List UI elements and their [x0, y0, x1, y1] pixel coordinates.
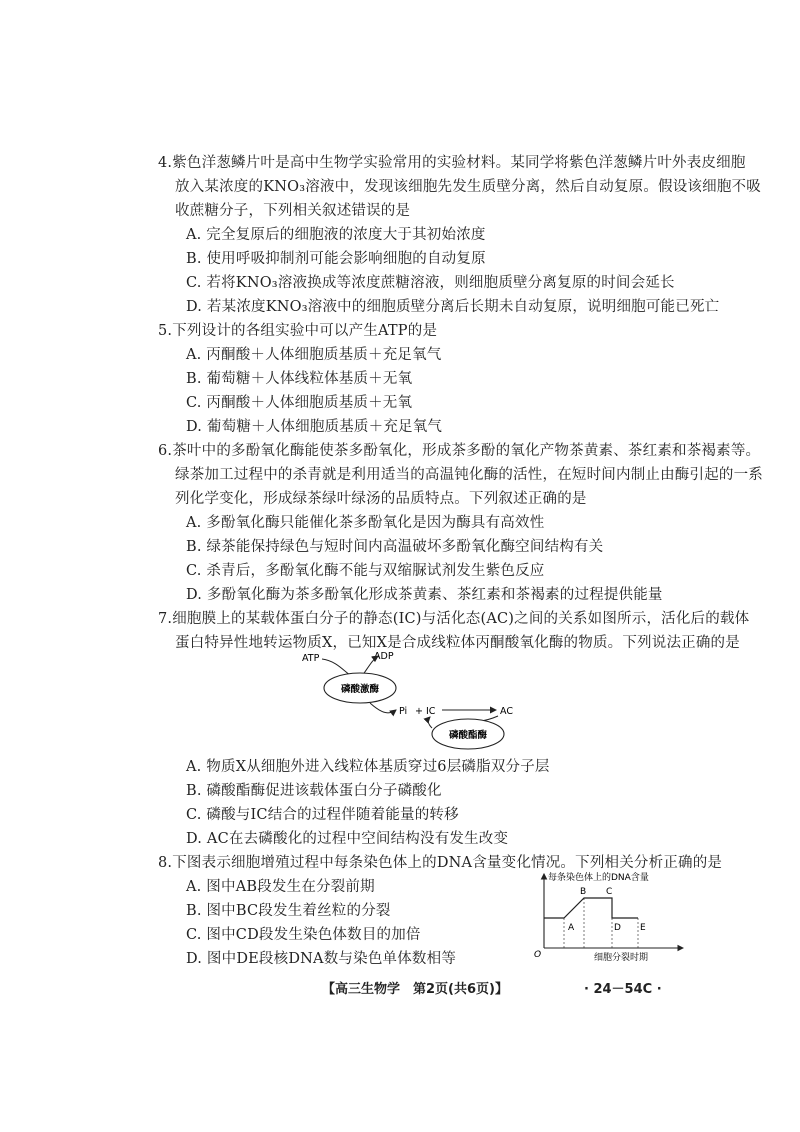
q8-stem: 8.下图表示细胞增殖过程中每条染色体上的DNA含量变化情况。下列相关分析正确的是 [158, 855, 723, 871]
q7-option-c: C. 磷酸与IC结合的过程伴随着能量的转移 [186, 807, 459, 823]
phosphatase-label: 磷酸酯酶 [448, 730, 488, 741]
q6-option-d: D. 多酚氧化酶为茶多酚氧化形成茶黄素、茶红素和茶褐素的过程提供能量 [186, 587, 663, 603]
origin-label: O [534, 950, 542, 960]
y-axis-label: 每条染色体上的DNA含量 [548, 873, 649, 883]
dna-curve [544, 898, 638, 918]
q4-stem-line-2: 放入某浓度的KNO₃溶液中，发现该细胞先发生质壁分离，然后自动复原。假设该细胞不吸 [175, 179, 761, 195]
x-axis-label: 细胞分裂时期 [594, 953, 649, 963]
q4-stem-line-3: 收蔗糖分子，下列相关叙述错误的是 [175, 203, 411, 219]
point-e-label: E [640, 923, 646, 933]
kinase-to-pi-arrow [370, 703, 396, 713]
footer-code: · 24－54C · [584, 982, 662, 997]
q7-option-a: A. 物质X从细胞外进入线粒体基质穿过6层磷脂双分子层 [186, 759, 550, 775]
dna-content-graph [528, 868, 688, 963]
q5-option-b: B. 葡萄糖＋人体线粒体基质＋无氧 [186, 371, 413, 387]
q4-option-a: A. 完全复原后的细胞液的浓度大于其初始浓度 [186, 227, 486, 243]
ic-label: IC [426, 706, 436, 717]
q5-stem: 5.下列设计的各组实验中可以产生ATP的是 [158, 323, 438, 339]
q8-option-a: A. 图中AB段发生在分裂前期 [186, 879, 375, 895]
point-a-label: A [568, 923, 575, 933]
phosphatase-to-ic-arrow [428, 717, 432, 728]
footer-page-info: 【高三生物学 第2页(共6页)】 [322, 982, 508, 997]
q5-option-c: C. 丙酮酸＋人体细胞质基质＋无氧 [186, 395, 413, 411]
q8-option-d: D. 图中DE段核DNA数与染色单体数相等 [186, 951, 457, 967]
kinase-label: 磷酸激酶 [340, 684, 380, 695]
q4-option-b: B. 使用呼吸抑制剂可能会影响细胞的自动复原 [186, 251, 486, 267]
q7-option-d: D. AC在去磷酸化的过程中空间结构没有发生改变 [186, 831, 509, 847]
atp-label: ATP [302, 653, 320, 664]
q4-stem-line-1: 4.紫色洋葱鳞片叶是高中生物学实验常用的实验材料。某同学将紫色洋葱鳞片叶外表皮细胞 [158, 155, 746, 171]
adp-label: ADP [374, 651, 394, 662]
q5-option-a: A. 丙酮酸＋人体细胞质基质＋充足氧气 [186, 347, 442, 363]
q4-option-d: D. 若某浓度KNO₃溶液中的细胞质壁分离后长期未自动复原，说明细胞可能已死亡 [186, 299, 720, 315]
point-c-label: C [606, 887, 613, 897]
enzyme-cycle-diagram [300, 650, 530, 755]
q6-option-c: C. 杀青后，多酚氧化酶不能与双缩脲试剂发生紫色反应 [186, 563, 545, 579]
q4-option-c: C. 若将KNO₃溶液换成等浓度蔗糖溶液，则细胞质壁分离复原的时间会延长 [186, 275, 675, 291]
q6-stem-line-3: 列化学变化，形成绿茶绿叶绿汤的品质特点。下列叙述正确的是 [175, 491, 587, 507]
q7-stem-line-1: 7.细胞膜上的某载体蛋白分子的静态(IC)与活化态(AC)之间的关系如图所示，活化后的载体 [158, 611, 750, 627]
q8-option-c: C. 图中CD段发生染色体数目的加倍 [186, 927, 421, 943]
point-b-label: B [580, 887, 587, 897]
q6-option-b: B. 绿茶能保持绿色与短时间内高温破坏多酚氧化酶空间结构有关 [186, 539, 604, 555]
point-d-label: D [614, 923, 621, 933]
ac-label: AC [500, 706, 513, 717]
q7-stem-line-2: 蛋白特异性地转运物质X，已知X是合成线粒体丙酮酸氧化酶的物质。下列说法正确的是 [175, 635, 740, 651]
pi-label: Pi [399, 706, 408, 717]
q6-option-a: A. 多酚氧化酶只能催化茶多酚氧化是因为酶具有高效性 [186, 515, 545, 531]
q6-stem-line-1: 6.茶叶中的多酚氧化酶能使茶多酚氧化，形成茶多酚的氧化产物茶黄素、茶红素和茶褐素等。 [158, 443, 761, 459]
q5-option-d: D. 葡萄糖＋人体细胞质基质＋充足氧气 [186, 419, 443, 435]
q6-stem-line-2: 绿茶加工过程中的杀青就是利用适当的高温钝化酶的活性，在短时间内制止由酶引起的一系 [175, 467, 763, 483]
q8-option-b: B. 图中BC段发生着丝粒的分裂 [186, 903, 391, 919]
q7-option-b: B. 磷酸酯酶促进该载体蛋白分子磷酸化 [186, 783, 442, 799]
plus-sign: + [415, 706, 423, 717]
